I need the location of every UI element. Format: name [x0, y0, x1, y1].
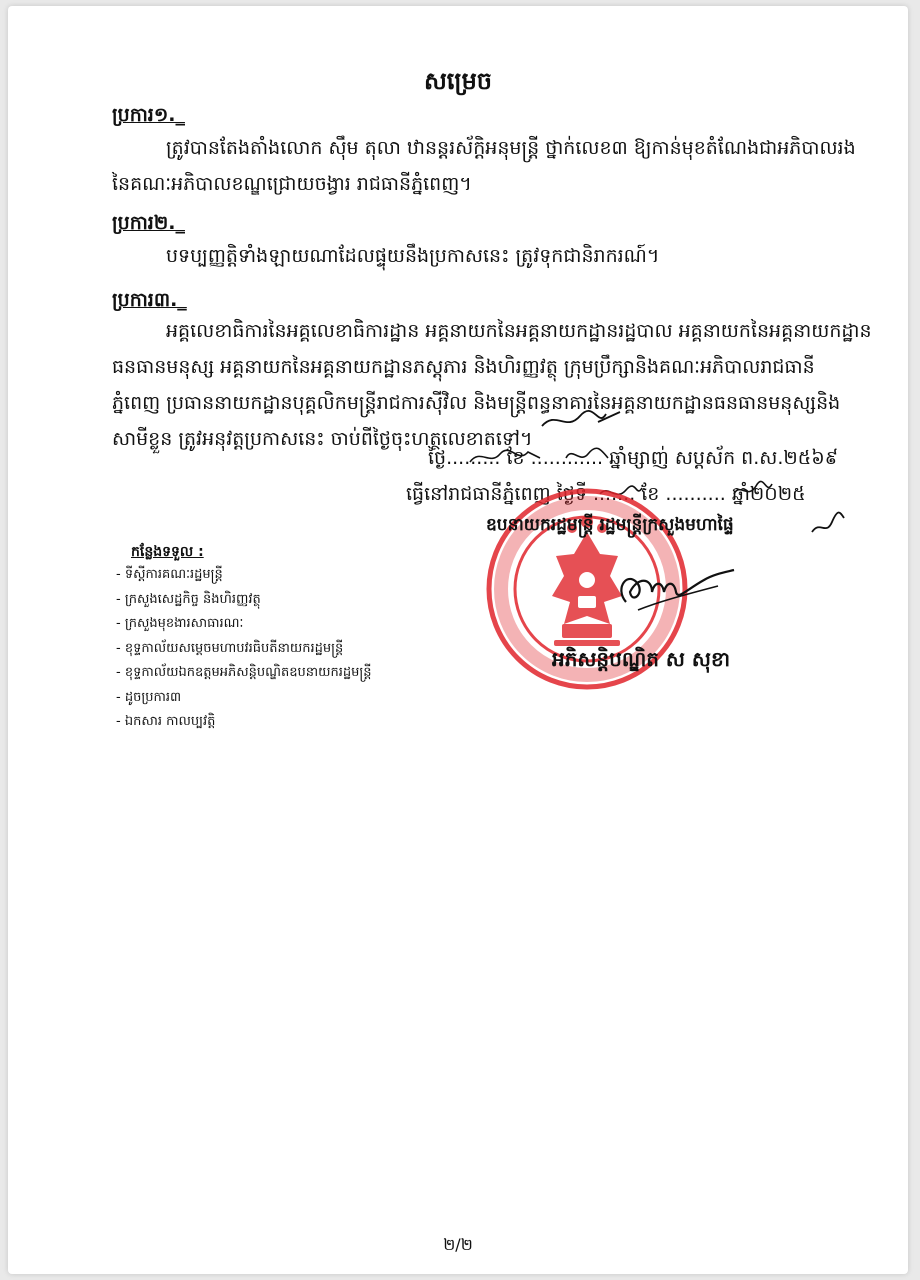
handwritten-day-mark: [466, 444, 546, 470]
recipient-item: - ទីស្តីការគណៈរដ្ឋមន្ត្រី: [116, 567, 223, 582]
article-3-line-4: សាមីខ្លួន ត្រូវអនុវត្តប្រកាសនេះ ចាប់ពីថ្ងៃចុះហត្ថលេខាតទៅ។: [112, 428, 533, 450]
handwritten-solar-month-mark: [730, 476, 776, 504]
article-3-line-1: អគ្គលេខាធិការនៃអគ្គលេខាធិការដ្ឋាន អគ្គនាយកនៃអគ្គនាយកដ្ឋានរដ្ឋបាល អគ្គនាយកនៃអគ្គនាយកដ្ឋាន: [166, 320, 872, 342]
page-number: ២/២: [443, 1235, 473, 1254]
lunar-date: ថ្ងៃ......... ខែ ............ ឆ្នាំម្សាញ់ សប្តស័ក ព.ស.២៥៦៩: [428, 447, 839, 469]
article-2-label: ប្រការ២._: [112, 212, 185, 234]
document-title: សម្រេច: [423, 67, 493, 95]
recipient-item: - ខុទ្ទកាល័យឯកឧត្តមអភិសន្តិបណ្ឌិតឧបនាយករដ្ឋមន្ត្រី: [116, 665, 372, 680]
recipients-title: កន្លែងទទួល :: [131, 544, 204, 560]
recipient-item: - ក្រសួងសេដ្ឋកិច្ច និងហិរញ្ញវត្ថុ: [116, 591, 261, 607]
article-2-body: [112, 238, 659, 274]
article-3-body: [112, 313, 872, 457]
article-3-label: ប្រការ៣._: [112, 289, 187, 311]
signatory-name: អភិសន្តិបណ្ឌិត ស សុខា: [552, 647, 730, 671]
document-page: [8, 6, 908, 1274]
handwritten-month-mark: [562, 442, 612, 468]
initial-flourish: [536, 406, 626, 436]
recipient-item: - ឯកសារ កាលប្បវត្តិ: [116, 714, 216, 729]
title-flourish: [808, 506, 848, 540]
article-1-line-1: ត្រូវបានតែងតាំងលោក ស៊ឹម តុលា ឋានន្តរស័ក្តិអនុមន្ត្រី ថ្នាក់លេខ៣ ឱ្យកាន់មុខតំណែងជាអភិបាលរង: [166, 137, 856, 159]
article-2-line-1: បទប្បញ្ញត្តិទាំងឡាយណាដែលផ្ទុយនឹងប្រកាសនេះ ត្រូវទុកជានិរាករណ៍។: [166, 245, 660, 267]
recipient-item: - ខុទ្ទកាល័យសម្តេចមហាបវរធិបតីនាយករដ្ឋមន្ត្រី: [116, 640, 344, 656]
signatory-title: ឧបនាយករដ្ឋមន្ត្រី រដ្ឋមន្ត្រីក្រសួងមហាផ្ទៃ: [486, 515, 734, 535]
article-3-line-2: ធនធានមនុស្ស អគ្គនាយកនៃអគ្គនាយកដ្ឋានភស្តុភារ និងហិរញ្ញវត្ថុ ក្រុមប្រឹក្សានិងគណៈអភិបាលរាជធានី: [112, 356, 815, 378]
recipient-item: - ដូចប្រការ៣: [116, 689, 182, 705]
solar-date: ធ្វើនៅរាជធានីភ្នំពេញ ថ្ងៃទី ....... ខែ .......... ឆ្នាំ២០២៥: [406, 483, 806, 505]
recipient-item: - ក្រសួងមុខងារសាធារណៈ: [116, 616, 244, 631]
article-1-label: ប្រការ១._: [112, 104, 185, 126]
article-3-line-3: ភ្នំពេញ ប្រធាននាយកដ្ឋានបុគ្គលិកមន្ត្រីរាជការស៊ីវិល និងមន្ត្រីពន្ធនាគារនៃអគ្គនាយកដ្ឋានធនធានមនុស្សនិង: [112, 392, 841, 414]
handwritten-signature: [608, 562, 738, 622]
article-1-line-2: នៃគណៈអភិបាលខណ្ឌជ្រោយចង្វារ រាជធានីភ្នំពេញ។: [112, 173, 472, 195]
recipients-list: [116, 563, 372, 735]
article-1-body: [112, 130, 856, 202]
